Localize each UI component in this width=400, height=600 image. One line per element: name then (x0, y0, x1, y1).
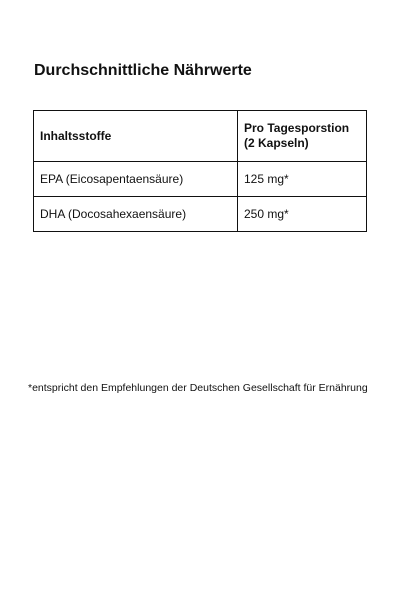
header-per-daily-serving-line2: (2 Kapseln) (244, 136, 309, 150)
footnote: *entspricht den Empfehlungen der Deutschen Gesellschaft für Ernährung (28, 382, 368, 394)
page-title: Durchschnittliche Nährwerte (34, 62, 252, 79)
table-row (34, 162, 367, 197)
nutrition-table (33, 110, 367, 232)
table-header-row (34, 111, 367, 162)
header-ingredients: Inhaltsstoffe (34, 111, 238, 162)
ingredient-amount: 250 mg* (238, 197, 367, 232)
ingredient-name: EPA (Eicosapentaensäure) (34, 162, 238, 197)
header-per-daily-serving (238, 111, 367, 162)
table-row (34, 197, 367, 232)
ingredient-name: DHA (Docosahexaensäure) (34, 197, 238, 232)
header-per-daily-serving-line1: Pro Tagesporstion (244, 121, 350, 135)
ingredient-amount: 125 mg* (238, 162, 367, 197)
